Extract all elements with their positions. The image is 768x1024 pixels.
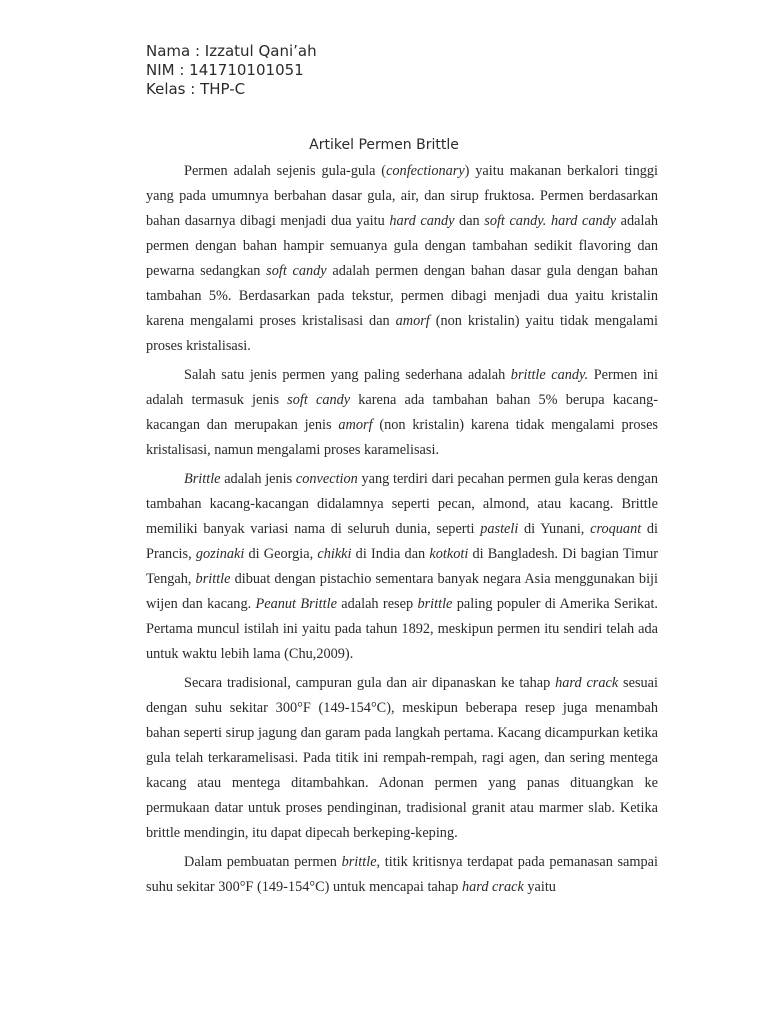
student-info: [146, 42, 317, 99]
student-nim: NIM : 141710101051: [146, 61, 304, 79]
paragraph-2: Salah satu jenis permen yang paling sederhana adalah brittle candy. Permen ini adalah termasuk jenis soft candy karena ada tambahan bahan 5% berupa kacang-kacangan dan merupakan jenis amorf (non kristalin) karena tidak mengalami proses kristalisasi, namun mengalami proses karamelisasi.: [146, 367, 659, 458]
student-name: Nama : Izzatul Qani’ah: [146, 42, 317, 60]
paragraph-1: Permen adalah sejenis gula-gula (confectionary) yaitu makanan berkalori tinggi yang pada umumnya berbahan dasar gula, air, dan sirup fruktosa. Permen berdasarkan bahan dasarnya dibagi menjadi dua yaitu hard candy dan soft candy. hard candy adalah permen dengan bahan hampir semuanya gula dengan tambahan sedikit flavoring dan pewarna sedangkan soft candy adalah permen dengan bahan dasar gula dengan bahan tambahan 5%. Berdasarkan pada tekstur, permen dibagi menjadi dua yaitu kristalin karena mengalami proses kristalisasi dan amorf (non kristalin) yaitu tidak mengalami proses kristalisasi.: [146, 163, 658, 354]
student-class: Kelas : THP-C: [146, 80, 246, 98]
paragraph-4: Secara tradisional, campuran gula dan air dipanaskan ke tahap hard crack sesuai dengan suhu sekitar 300°F (149-154°C), meskipun beberapa resep juga menambah bahan seperti sirup jagung dan garam pada langkah pertama. Kacang dicampurkan ketika gula telah terkaramelisasi. Pada titik ini rempah-rempah, ragi agen, dan sering mentega kacang atau mentega ditambahkan. Adonan permen yang panas dituangkan ke permukaan datar untuk proses pendinginan, tradisional granit atau marmer slab. Ketika brittle mendingin, itu dapat dipecah berkeping-keping.: [146, 675, 658, 841]
paragraph-3: Brittle adalah jenis convection yang terdiri dari pecahan permen gula keras dengan tambahan kacang-kacangan didalamnya seperti pecan, almond, atau kacang. Brittle memiliki banyak variasi nama di seluruh dunia, seperti pasteli di Yunani, croquant di Prancis, gozinaki di Georgia, chikki di India dan kotkoti di Bangladesh. Di bagian Timur Tengah, brittle dibuat dengan pistachio sementara banyak negara Asia menggunakan biji wijen dan kacang. Peanut Brittle adalah resep brittle paling populer di Amerika Serikat. Pertama muncul istilah ini yaitu pada tahun 1892, meskipun permen itu sendiri telah ada untuk waktu lebih lama (Chu,2009).: [146, 471, 659, 662]
article-title: Artikel Permen Brittle: [309, 137, 459, 153]
paragraph-5: Dalam pembuatan permen brittle, titik kritisnya terdapat pada pemanasan sampai suhu sekitar 300°F (149-154°C) untuk mencapai tahap hard crack yaitu: [146, 854, 658, 895]
article-body: [146, 159, 658, 904]
